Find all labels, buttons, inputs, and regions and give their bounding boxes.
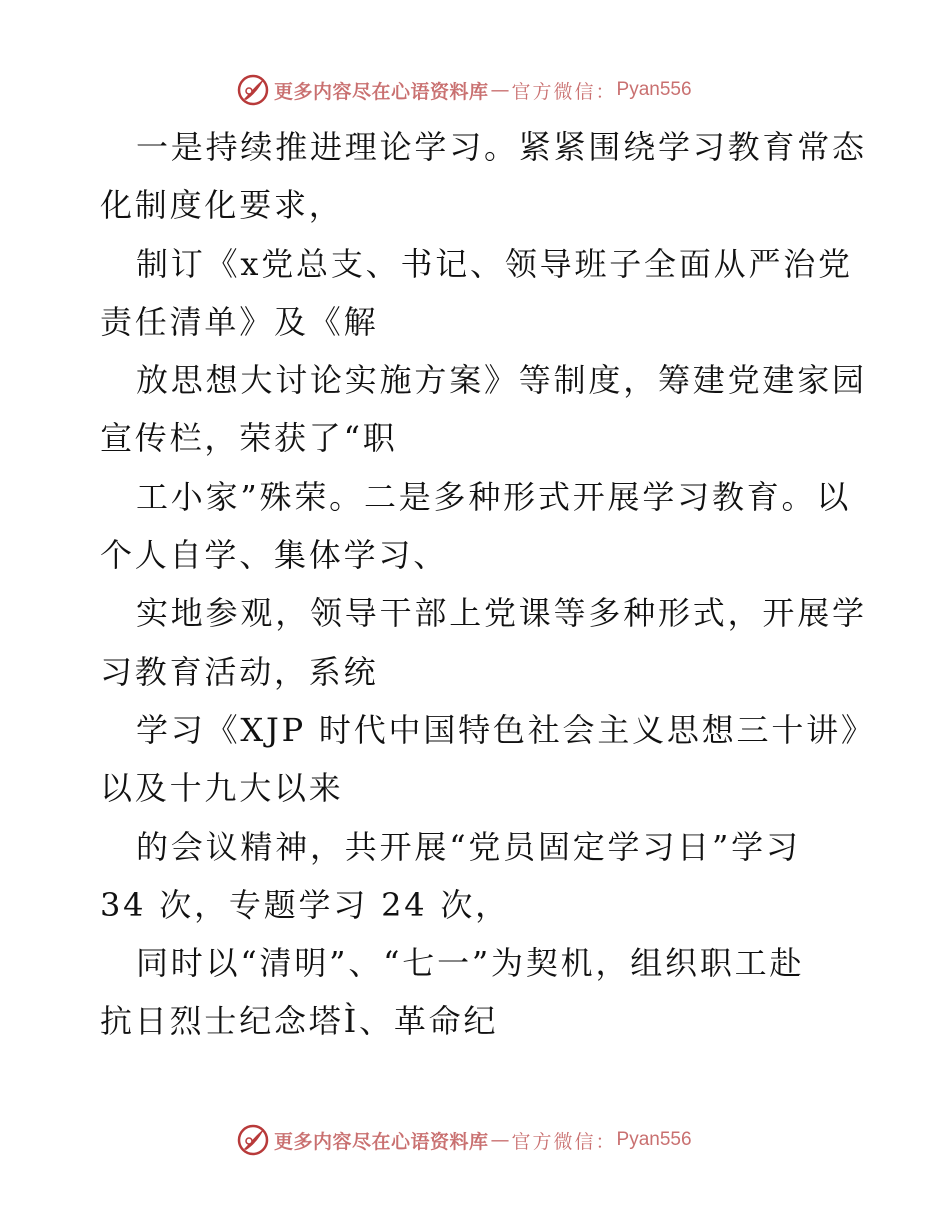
quill-logo-icon [236,73,270,107]
text-line: 以及十九大以来 [100,769,344,808]
text-line: 的会议精神，共开展“党员固定学习日”学习 [136,827,801,866]
watermark-separator: — [490,1129,510,1151]
watermark-separator: — [490,79,510,101]
quill-logo-icon [236,1123,270,1157]
watermark-wechat-id: Pyan556 [616,79,692,100]
text-line: 宣传栏，荣获了“职 [100,419,398,458]
text-line: 制订《x党总支、书记、领导班子全面从严治党 [136,244,853,283]
text-line: 工小家”殊荣。二是多种形式开展学习教育。以 [136,477,852,516]
watermark-main-text: 更多内容尽在心语资料库 [274,80,489,103]
watermark-official-label: 官方微信： [511,80,617,103]
text-line: 责任清单》及《解 [100,302,379,341]
watermark-main-text: 更多内容尽在心语资料库 [274,1130,489,1153]
text-line: 习教育活动，系统 [100,652,379,691]
header-watermark [236,73,692,107]
watermark-official-label: 官方微信： [511,1130,617,1153]
text-line: 同时以“清明”、“七一”为契机，组织职工赴 [136,944,805,983]
text-line: 个人自学、集体学习、 [100,536,449,575]
text-line: 放思想大讨论实施方案》等制度，筹建党建家园 [136,361,867,400]
watermark-wechat-id: Pyan556 [616,1129,692,1150]
text-line: 一是持续推进理论学习。紧紧围绕学习教育常态 [136,128,867,166]
text-line: 抗日烈士纪念塔Ì、革命纪 [100,1002,499,1041]
footer-watermark [236,1123,692,1157]
text-line: 化制度化要求， [100,186,344,225]
document-body [100,118,876,1051]
text-line: 34 次，专题学习 24 次， [100,885,510,924]
text-line: 学习《XJP 时代中国特色社会主义思想三十讲》 [136,710,876,749]
text-line: 实地参观，领导干部上党课等多种形式，开展学 [136,594,867,633]
